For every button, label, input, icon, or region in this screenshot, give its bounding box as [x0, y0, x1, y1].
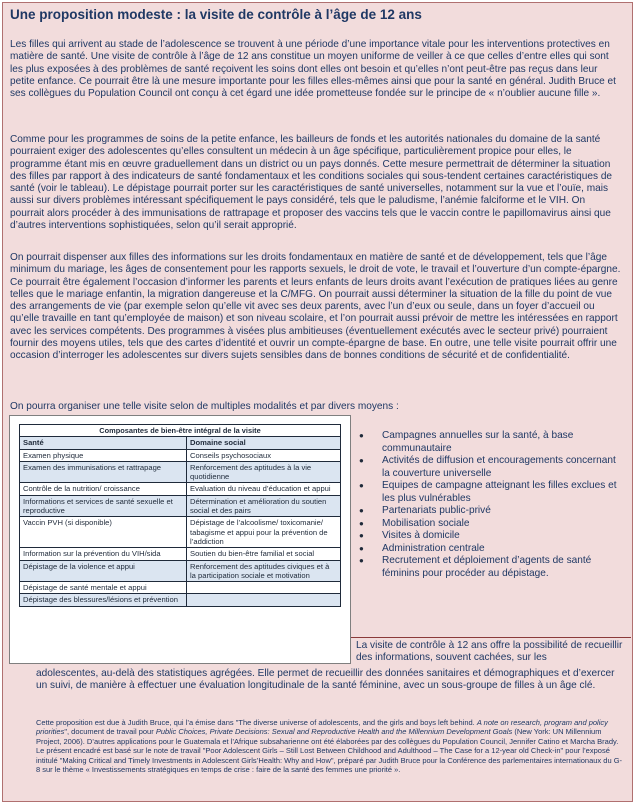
source-note-text: (New York: UN Millennium Project, 2006). D’autres applications pour le Guatemala et l’Afrique subsaharienne ont été élaborées par des collègues du Population Council, Jennifer Catino et Marcha Brady. Le présent encadré est basé sur le note de travail "Poor Adolescent Girls – Still Lost Between Childhood and Adulthood – The Case for a 12-year old Check-in" pour l’exposé intitulé "Making Critical and Timely Investments in Adolescent Girls’Health: Why and How", préparé par Judith Bruce pour la Conférence des parlementaires internationaux du G-8 sur le thème « Investissements stratégiques en temps de crise : faire de la santé des femmes une priorité ». — [36, 727, 623, 775]
table-row — [20, 560, 341, 582]
components-table-frame — [9, 415, 351, 664]
table-header-row — [20, 437, 341, 449]
table-row — [20, 548, 341, 560]
list-item — [356, 518, 626, 531]
table-row — [20, 594, 341, 606]
table-cell-health: Examen des immunisations et rattrapage — [20, 461, 187, 483]
list-item-text: Visites à domicile — [382, 530, 460, 541]
column-header-health: Santé — [20, 437, 187, 449]
source-note — [36, 718, 626, 774]
list-item — [356, 455, 626, 480]
source-note-text: ", document de travail pour — [64, 727, 156, 737]
list-item-text: Recrutement et déploiement d’agents de santé féminins pour procéder au dépistage. — [382, 555, 592, 579]
list-item — [356, 543, 626, 556]
table-caption: Composantes de bien-être intégral de la visite — [20, 425, 341, 437]
divider — [351, 637, 631, 638]
table-cell-social — [187, 594, 341, 606]
table-cell-social: Renforcement des aptitudes à la vie quotidienne — [187, 461, 341, 483]
closing-paragraph-rest: adolescentes, au-delà des statistiques agrégées. Elle permet de recueillir des données sanitaires et démographiques et d’exercer un suivi, de manière à effectuer une évaluation longitudinale de la santé féminine, avec un sous-groupe de filles à un âge clé. — [36, 668, 615, 692]
table-cell-health: Information sur la prévention du VIH/sida — [20, 548, 187, 560]
paragraph-1: Les filles qui arrivent au stade de l’adolescence se trouvent à une période d’une importance vitale pour les interventions protectives en matière de santé. Une visite de contrôle à l’âge de 12 ans constitue un moyen uniforme de veiller à ce que celles d’entre elles qui sont les plus exposées à des problèmes de santé reçoivent les soins dont elles ont besoin et qu’elles n’ont peut-être pas reçus dans leur petite enfance. Ce pourrait être là une mesure importante pour les filles elles-mêmes ainsi que pour la santé en général. Judith Bruce et ses collègues du Population Council ont conçu à cet égard une idée prometteuse fondée sur le principe de « n’oublier aucune fille ». — [10, 39, 616, 100]
table-cell-health: Vaccin PVH (si disponible) — [20, 517, 187, 548]
source-note-text: Cette proposition est due à Judith Bruce, qui l’a émise dans "The diverse universe of adolescents, and the girls and boys left behind. — [36, 718, 477, 727]
table-cell-social: Détermination et amélioration du soutien social et des pairs — [187, 495, 341, 517]
modalities-intro: On pourra organiser une telle visite selon de multiples modalités et par divers moyens : — [10, 401, 399, 412]
bullet-icon: ● — [359, 531, 364, 540]
table-cell-social: Dépistage de l’alcoolisme/ toxicomanie/ tabagisme et appui pour la prévention de l’addiction — [187, 517, 341, 548]
bullet-icon: ● — [359, 518, 364, 528]
list-item — [356, 555, 626, 580]
bullet-icon: ● — [359, 556, 364, 565]
list-item-text: Activités de diffusion et encouragements concernant la couverture universelle — [382, 455, 616, 479]
box-title: Une proposition modeste : la visite de contrôle à l’âge de 12 ans — [10, 7, 422, 22]
list-item — [356, 505, 626, 518]
table-row — [20, 582, 341, 594]
table-cell-health: Informations et services de santé sexuelle et reproductive — [20, 495, 187, 517]
source-note-title: Public Choices, Private Decisions: Sexual and Reproductive Health and the Millennium Development Goals — [155, 727, 513, 737]
table-row — [20, 483, 341, 495]
table-cell-social: Conseils psychosociaux — [187, 449, 341, 461]
bullet-icon: ● — [359, 543, 364, 553]
modalities-list — [356, 430, 626, 580]
list-item — [356, 530, 626, 543]
list-item-text: Mobilisation sociale — [382, 517, 470, 529]
source-note-title: A note on research, program and policy priorities — [36, 718, 608, 737]
table-cell-social: Renforcement des aptitudes civiques et à la participation sociale et motivation — [187, 560, 341, 582]
closing-paragraph-start: La visite de contrôle à 12 ans offre la possibilité de recueillir des informations, souvent cachées, sur les — [356, 640, 623, 664]
table-cell-social — [187, 582, 341, 594]
list-item-text: Equipes de campagne atteignant les filles exclues et les plus vulnérables — [382, 480, 617, 504]
table-cell-health: Dépistage de santé mentale et appui — [20, 582, 187, 594]
table-cell-social: Evaluation du niveau d’éducation et appui — [187, 483, 341, 495]
bullet-icon: ● — [359, 481, 364, 490]
table-row — [20, 517, 341, 548]
list-item — [356, 430, 626, 455]
bullet-icon: ● — [359, 456, 364, 465]
column-header-social: Domaine social — [187, 437, 341, 449]
table-cell-health: Dépistage des blessures/lésions et prévention — [20, 594, 187, 606]
table-cell-health: Dépistage de la violence et appui — [20, 560, 187, 582]
paragraph-3: On pourrait dispenser aux filles des informations sur les droits fondamentaux en matière de santé et de développement, tels que l’âge minimum du mariage, les âges de consentement pour les rapports sexuels, le droit de vote, le travail et l’ouverture d’un compte-épargne. Ce pourrait être également l’occasion d’informer les parents et leurs enfants de leurs droits avant l’exécution de pratiques liées au genre telles que le mariage enfantin, la migration dangereuse et la C/MFG. On pourrait aussi déterminer la situation de la fille du point de vue des arrangements de vie (par exemple selon qu’elle vit avec ses deux parents, avec l’un d’eux ou seule, dans un foyer d’accueil ou qu’elle travaille en tant qu’employée de maison) et son niveau scolaire, et l’on pourrait aussi prévoir de mettre les intéressées en rapport avec les services compétents. Des programmes à visées plus ambitieuses (éventuellement exécutés avec le secteur privé) pourraient fournir des moyens utiles, tels que des cartes d’identité et ouvrir un compte-épargne de base. En outre, une telle visite pourrait offrir une occasion d’interroger les adolescentes sur divers sujets sensibles dans de bonnes conditions de sécurité et de confidentialité. — [10, 252, 621, 362]
list-item-text: Campagnes annuelles sur la santé, à base communautaire — [382, 430, 574, 454]
table-row — [20, 449, 341, 461]
table-row — [20, 495, 341, 517]
list-item-text: Administration centrale — [382, 542, 485, 554]
list-item-text: Partenariats public-privé — [382, 505, 491, 516]
components-table — [19, 424, 341, 607]
table-cell-social: Soutien du bien-être familial et social — [187, 548, 341, 560]
list-item — [356, 480, 626, 505]
table-row — [20, 461, 341, 483]
table-cell-health: Examen physique — [20, 449, 187, 461]
table-cell-health: Contrôle de la nutrition/ croissance — [20, 483, 187, 495]
bullet-icon: ● — [359, 431, 364, 440]
bullet-icon: ● — [359, 506, 364, 515]
paragraph-2: Comme pour les programmes de soins de la petite enfance, les bailleurs de fonds et les autorités nationales du domaine de la santé pourraient exiger des adolescentes qu’elles consultent un médecin à un âge spécifique, particulièrement propice pour elles, le programme étant mis en œuvre graduellement dans un district ou un pays donnés. Cette mesure permettrait de déterminer la situation des filles par rapport à des indicateurs de santé fondamentaux et les conditions sociales qui sous-tendent certaines caractéristiques de santé (voir le tableau). Le dépistage pourrait porter sur les caractéristiques de santé universelles, notamment sur la vue et l’ouïe, mais aussi sur divers problèmes intéressant spécifiquement le pays considéré, tels que le paludisme, l’anémie falciforme et le VIH. On pourrait alors procéder à des immunisations de rattrapage et proposer des vaccins tels que le vaccin contre le papillomavirus ainsi que d’autres interventions sophistiquées, selon qu’il serait approprié. — [10, 134, 613, 232]
